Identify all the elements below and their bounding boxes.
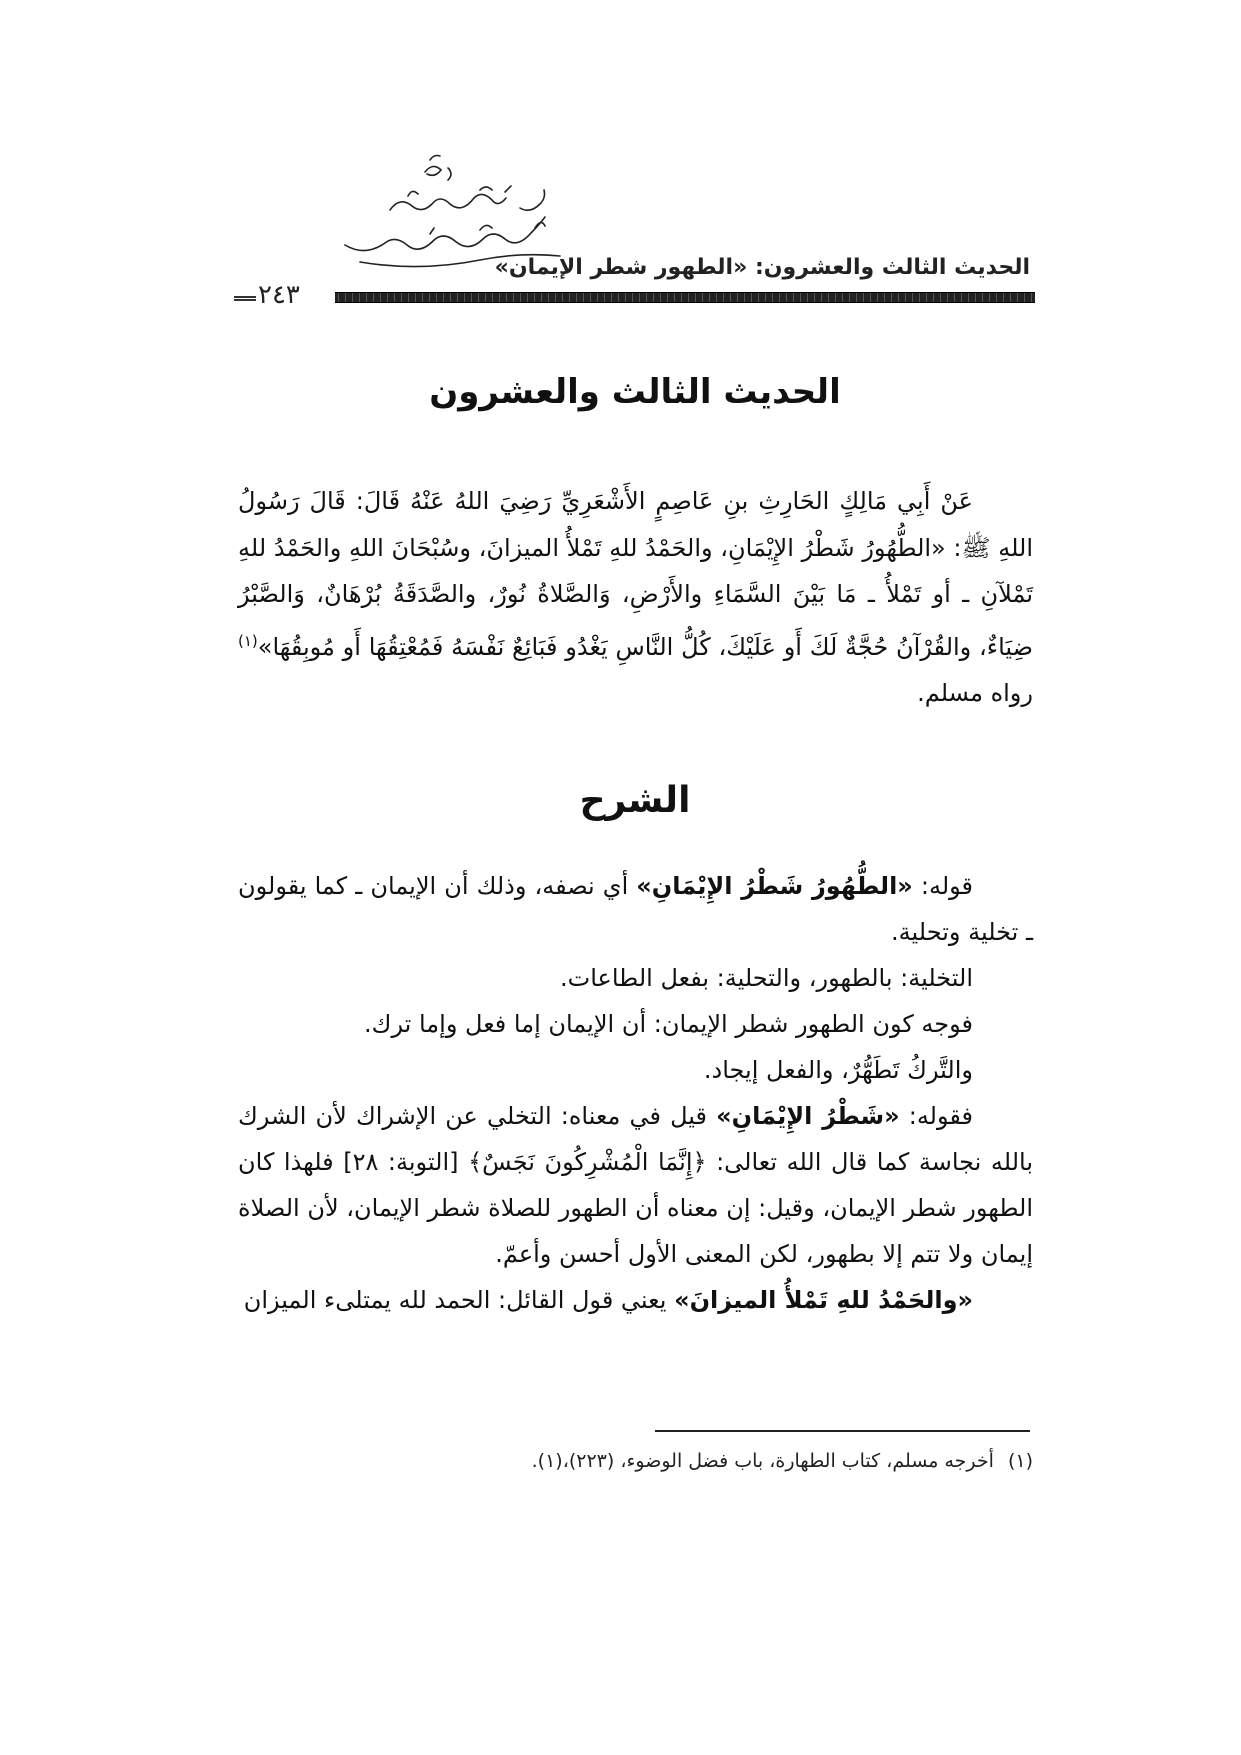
sharh-p5-rest: قيل في معناه: التخلي عن الإشراك لأن الشرك بالله نجاسة كما قال الله تعالى: ﴿إِنَّمَا الْمُشْرِكُونَ نَجَسٌ﴾ [التوبة: ٢٨] فلهذا كان الطهور شطر الإيمان، وقيل: إن معناه أن الطهور للصلاة شطر الإيمان، لأن الصلاة إيمان ولا تتم إلا بطهور، لكن المعنى الأول أحسن وأعمّ. xyxy=(238,1102,1033,1268)
sharh-p6-rest: يعني قول القائل: الحمد لله يمتلىء الميزان xyxy=(243,1286,675,1314)
sharh-p1-lead: قوله: xyxy=(912,872,974,900)
header-rule xyxy=(335,292,1035,303)
sharh-paragraph-4: والتَّركُ تَطَهُّرٌ، والفعل إيجاد. xyxy=(703,1056,973,1084)
sharh-paragraph-3: فوجه كون الطهور شطر الإيمان: أن الإيمان إما فعل وإما ترك. xyxy=(364,1010,973,1038)
sharh-p5-quote: «شَطْرُ الإِيْمَانِ» xyxy=(716,1102,900,1130)
hadith-source: رواه مسلم. xyxy=(917,679,1033,707)
footnote-marker: (١) xyxy=(1007,1450,1033,1472)
footnote-text: أخرجه مسلم، كتاب الطهارة، باب فضل الوضوء، (٢٢٣)،(١). xyxy=(531,1450,994,1472)
sharh-paragraph-2: التخلية: بالطهور، والتحلية: بفعل الطاعات. xyxy=(559,964,973,992)
sharh-title: الشرح xyxy=(579,780,691,821)
hadith-text: عَنْ أَبِي مَالِكٍ الحَارِثِ بنِ عَاصِمٍ الأَشْعَرِيِّ رَضِيَ اللهُ عَنْهُ قَالَ: قَالَ رَسُولُ اللهِ ﷺ: «الطُّهُورُ شَطْرُ الإِيْمَانِ، والحَمْدُ للهِ تَمْلأُ الميزانَ، وسُبْحَانَ اللهِ والحَمْدُ للهِ تَمْلآنِ ـ أو تَمْلأُ ـ مَا بَيْنَ السَّمَاءِ والأَرْضِ، وَالصَّلاةُ نُورٌ، والصَّدَقَةُ بُرْهَانٌ، وَالصَّبْرُ ضِيَاءٌ، والقُرْآنُ حُجَّةٌ لَكَ أَو عَلَيْكَ، كُلُّ النَّاسِ يَغْدُو فَبَائِعٌ نَفْسَهُ فَمُعْتِقُهَا أَو مُوبِقُهَا» xyxy=(238,487,1033,661)
sharh-p1-quote: «الطُّهُورُ شَطْرُ الإِيْمَانِ» xyxy=(636,872,913,900)
hadith-paragraph xyxy=(238,478,1033,717)
sharh-paragraph-1 xyxy=(238,863,1033,955)
hadith-text-block xyxy=(238,478,1033,717)
sharh-p6-quote: «والحَمْدُ للهِ تَمْلأُ الميزانَ» xyxy=(674,1286,973,1314)
sharh-paragraph-5 xyxy=(238,1093,1033,1277)
sharh-text-block xyxy=(238,863,1033,1323)
footnote xyxy=(238,1450,1033,1472)
footnote-reference: (١) xyxy=(238,631,258,650)
running-header: الحديث الثالث والعشرون: «الطهور شطر الإيمان» xyxy=(494,255,1030,280)
sharh-p5-lead: فقوله: xyxy=(899,1102,974,1130)
sharh-paragraph-6 xyxy=(238,1277,1033,1323)
hadith-title: الحديث الثالث والعشرون xyxy=(429,372,841,412)
sharh-p1-rest: أي نصفه، وذلك أن الإيمان ـ كما يقولون ـ تخلية وتحلية. xyxy=(238,872,1033,946)
page-number-ornament xyxy=(234,296,256,302)
page-number: ٢٤٣ xyxy=(258,280,300,310)
footnote-rule xyxy=(655,1430,1030,1432)
